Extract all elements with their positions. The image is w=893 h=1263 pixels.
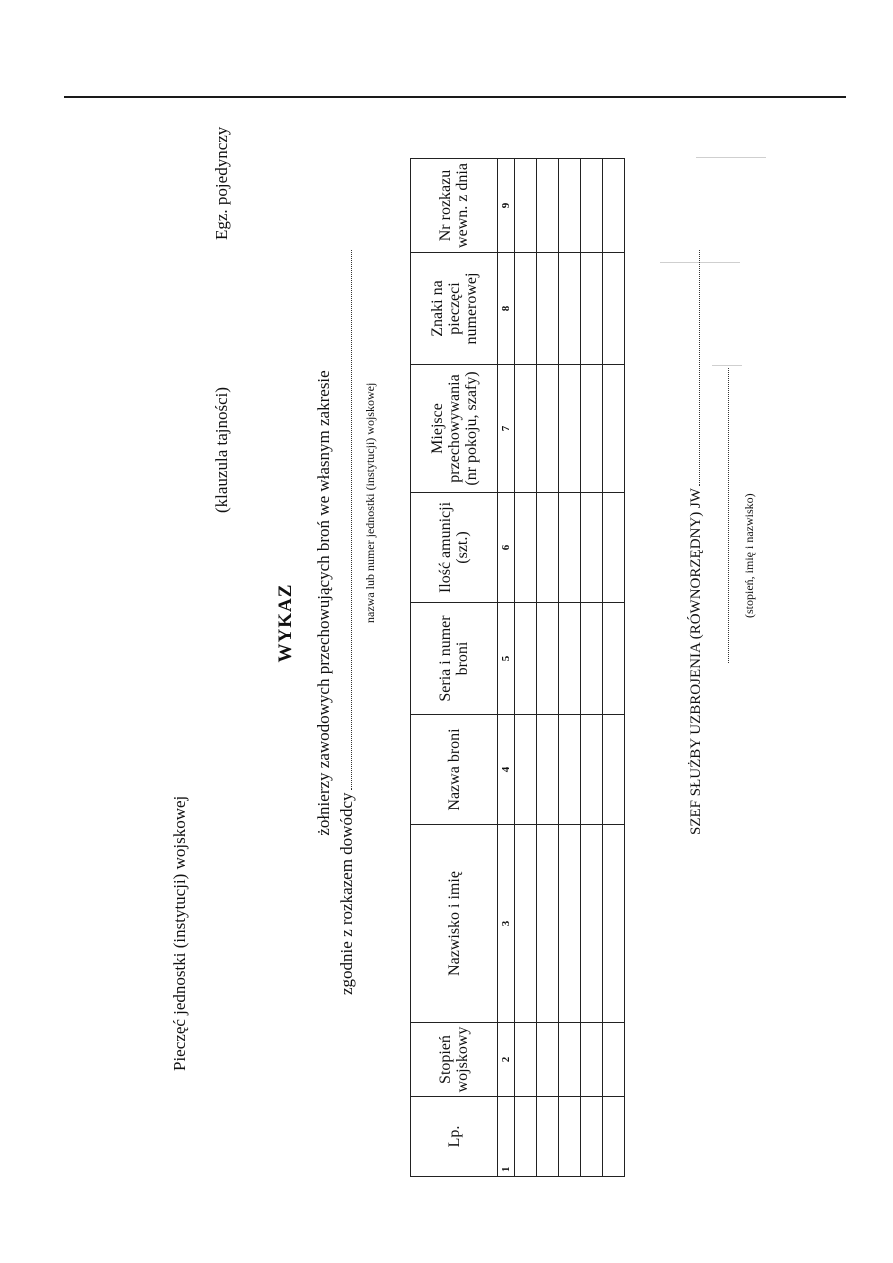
column-header: Nazwisko i imię [411, 825, 498, 1023]
document-subtitle: żołnierzy zawodowych przechowujących broń we własnym zakresie [314, 370, 333, 836]
chief-title: SZEF SŁUŻBY UZBROJENIA (RÓWNORZĘDNY) JW [688, 488, 704, 835]
column-number: 5 [498, 603, 515, 715]
unit-caption: nazwa lub numer jednostki (instytucji) wojskowej [363, 382, 377, 623]
column-number: 1 [498, 1097, 515, 1177]
table-header-row [411, 159, 498, 1177]
document-title: WYKAZ [275, 583, 296, 663]
weapons-table [410, 158, 625, 1177]
copy-label: Egz. pojedynczy [212, 126, 231, 240]
column-number: 6 [498, 493, 515, 603]
column-header: Znaki na pieczęci numerowej [411, 253, 498, 365]
column-number: 2 [498, 1023, 515, 1097]
table-row[interactable] [603, 159, 625, 1177]
column-number-row [498, 159, 515, 1177]
table-row[interactable] [559, 159, 581, 1177]
chief-label [688, 250, 705, 835]
table-row[interactable] [515, 159, 537, 1177]
unit-stamp-label: Pieczęć jednostki (instytucji) wojskowej [170, 795, 189, 1071]
signature-line [728, 368, 729, 663]
column-number: 9 [498, 159, 515, 253]
table-row[interactable] [581, 159, 603, 1177]
column-header: Miejsce przechowywania (nr pokoju, szafy) [411, 365, 498, 493]
order-fill-line [339, 251, 352, 791]
chief-fill-line [689, 250, 700, 486]
column-header: Stopień wojskowy [411, 1023, 498, 1097]
column-number: 7 [498, 365, 515, 493]
column-header: Lp. [411, 1097, 498, 1177]
classification-label: (klauzula tajności) [212, 386, 231, 513]
column-number: 3 [498, 825, 515, 1023]
column-number: 8 [498, 253, 515, 365]
table-row[interactable] [537, 159, 559, 1177]
column-header: Nazwa broni [411, 715, 498, 825]
column-header: Ilość amunicji (szt.) [411, 493, 498, 603]
order-prefix: zgodnie z rozkazem dowódcy [337, 792, 356, 995]
column-number: 4 [498, 715, 515, 825]
column-header: Seria i numer broni [411, 603, 498, 715]
signature-caption: (stopień, imię i nazwisko) [742, 493, 756, 618]
column-header: Nr rozkazu wewn. z dnia [411, 159, 498, 253]
order-line [337, 251, 357, 996]
